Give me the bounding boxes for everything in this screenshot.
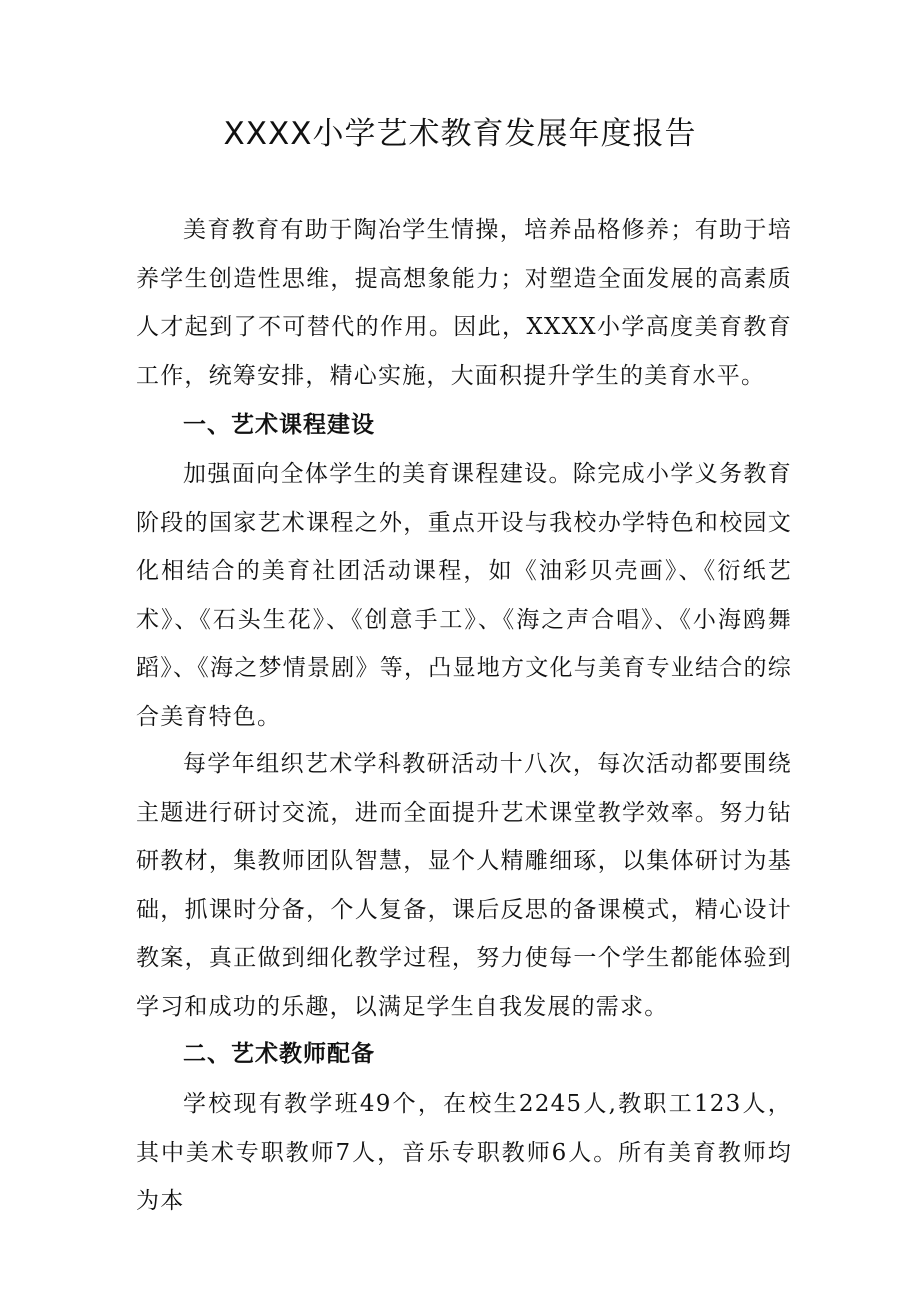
teachers-paragraph-1: 学校现有教学班49个，在校生2245人,教职工123人，其中美术专职教师7人，音乐专职教师6人。所有美育教师均为本 [136,1091,792,1215]
curriculum-paragraph-1: 加强面向全体学生的美育课程建设。除完成小学义务教育阶段的国家艺术课程之外，重点开设与我校办学特色和校园文化相结合的美育社团活动课程，如《油彩贝壳画》、《衍纸艺术》、《石头生花》、《创意手工》、《海之声合唱》、《小海鸥舞蹈》、《海之梦情景剧》等，凸显地方文化与美育专业结合的综合美育特色。 [136,461,792,730]
section-heading-art-teachers: 二、艺术教师配备 [183,1041,375,1067]
curriculum-paragraph-2: 每学年组织艺术学科教研活动十八次，每次活动都要围绕主题进行研讨交流，进而全面提升艺术课堂教学效率。努力钻研教材，集教师团队智慧，显个人精雕细琢，以集体研讨为基础，抓课时分备，个人复备，课后反思的备课模式，精心设计教案，真正做到细化教学过程，努力使每一个学生都能体验到学习和成功的乐趣，以满足学生自我发展的需求。 [136,751,792,1020]
intro-paragraph: 美育教育有助于陶冶学生情操，培养品格修养；有助于培养学生创造性思维，提高想象能力；对塑造全面发展的高素质人才起到了不可替代的作用。因此，XXXX小学高度美育教育工作，统筹安排，精心实施，大面积提升学生的美育水平。 [136,217,792,389]
document-title: XXXX小学艺术教育发展年度报告 [223,116,697,152]
section-heading-art-curriculum: 一、艺术课程建设 [183,412,375,438]
